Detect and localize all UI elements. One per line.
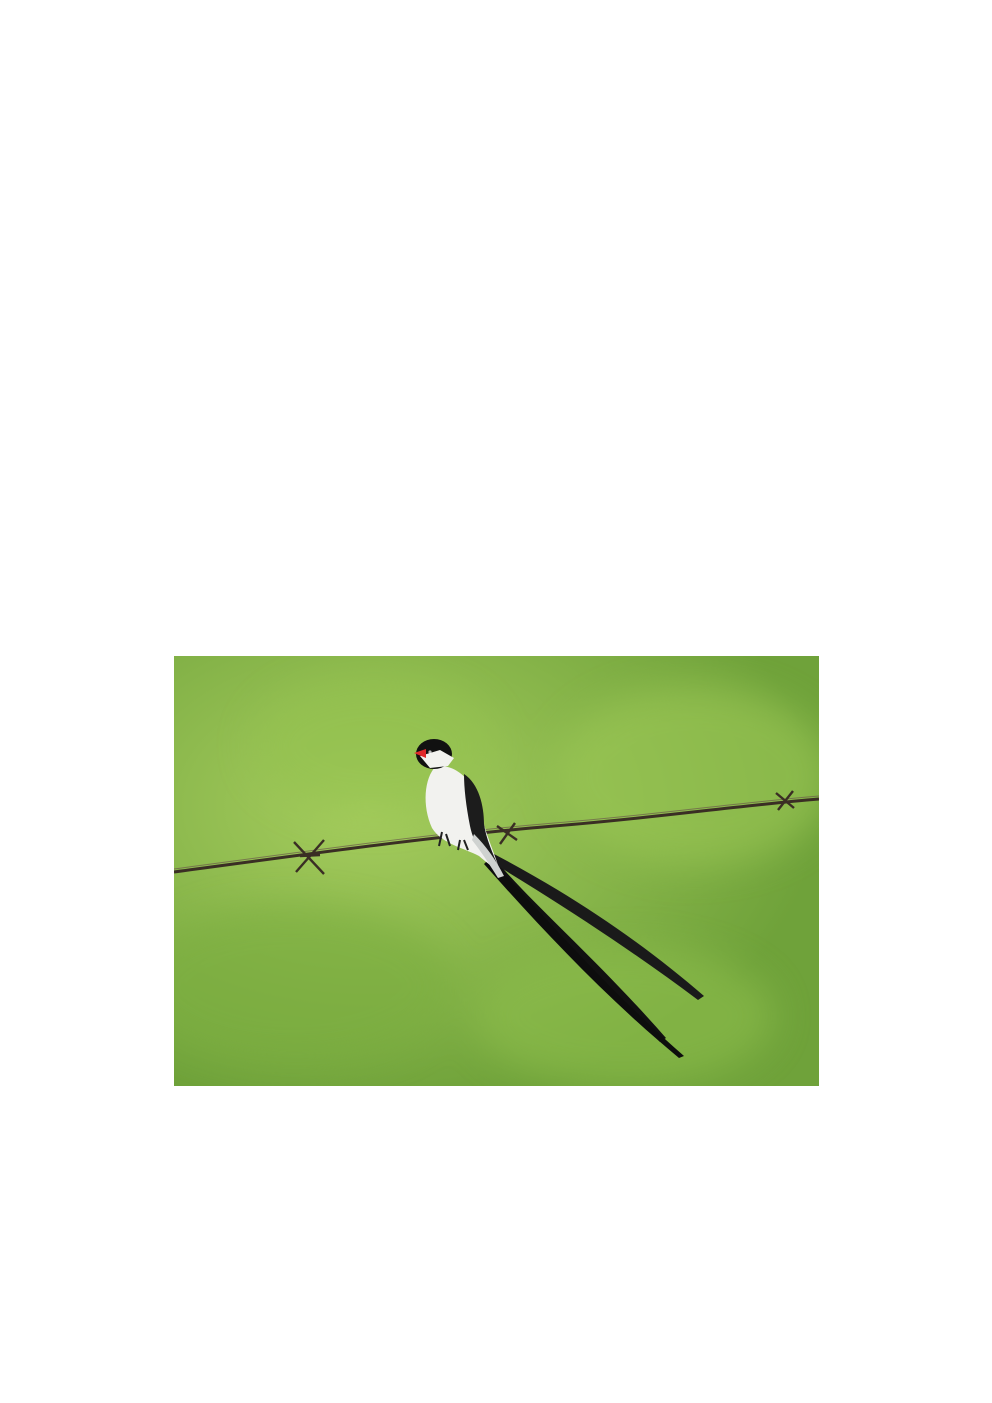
photo-pin-tailed-whydah	[174, 656, 819, 1086]
